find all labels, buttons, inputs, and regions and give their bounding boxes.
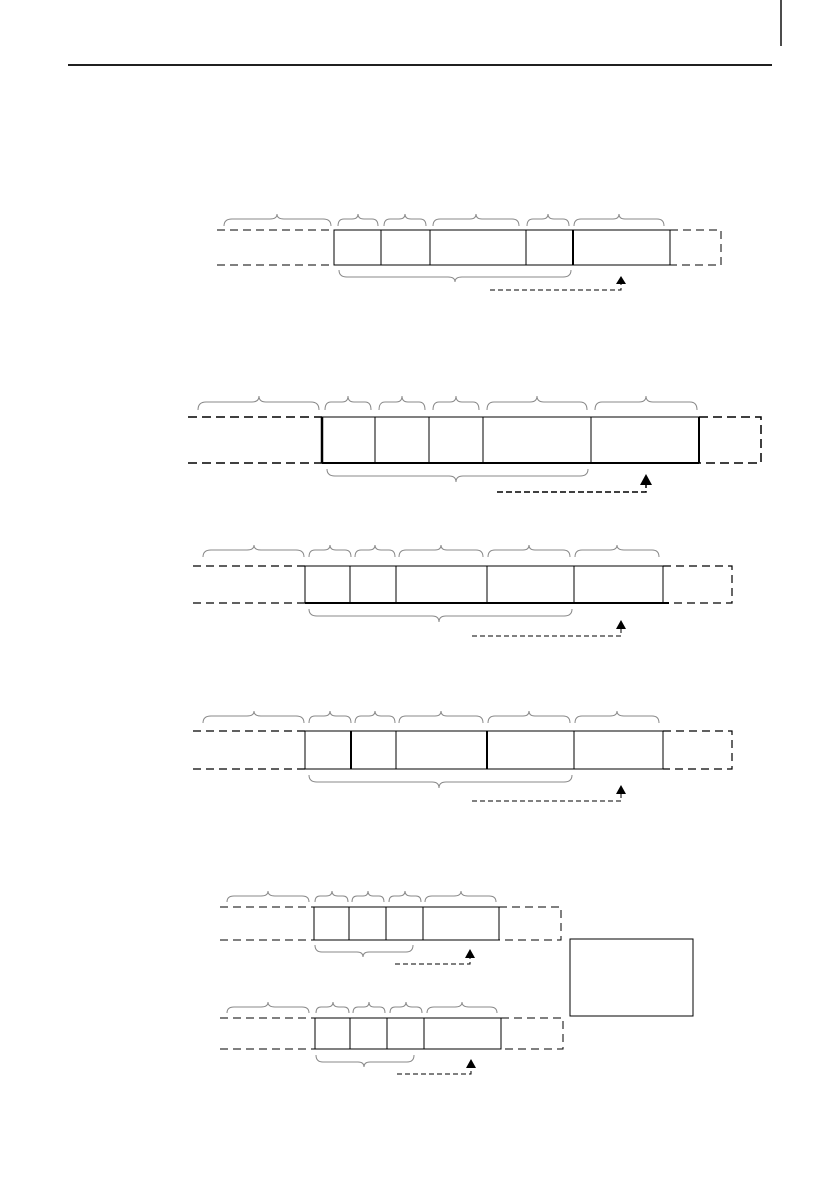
brace-field-4 [427, 1002, 497, 1013]
brace-previous [227, 891, 309, 902]
dashed-box-right [663, 731, 732, 769]
frame-box [334, 230, 670, 265]
brace-previous [224, 214, 331, 226]
brace-field-4 [425, 891, 496, 902]
brace-field-4 [488, 711, 570, 723]
brace-field-2 [355, 545, 395, 557]
dashed-pointer [490, 283, 621, 290]
dashed-pointer [395, 957, 470, 964]
brace-field-1 [316, 1002, 349, 1013]
brace-field-2 [355, 711, 395, 723]
brace-field-4 [488, 545, 570, 557]
brace-field-2 [353, 1002, 385, 1013]
note-box [570, 939, 693, 1016]
frame-diagram-5b [220, 1002, 563, 1074]
brace-field-3 [433, 214, 519, 226]
brace-field-3 [389, 891, 421, 902]
brace-field-5 [575, 711, 659, 723]
brace-previous [227, 1002, 309, 1013]
frame-box [305, 566, 663, 603]
frame-box [315, 1018, 501, 1049]
brace-previous [198, 396, 319, 410]
brace-under [327, 469, 588, 482]
up-arrow-icon [466, 1059, 476, 1068]
brace-field-2 [352, 891, 384, 902]
dashed-box-right [670, 230, 721, 265]
frame-diagram-2 [188, 396, 761, 492]
brace-previous [203, 545, 304, 557]
dashed-pointer [397, 1067, 471, 1074]
brace-field-5 [595, 396, 697, 410]
brace-field-1 [309, 545, 351, 557]
brace-under [309, 775, 572, 788]
frame-box [322, 417, 699, 463]
dashed-box-right [663, 566, 732, 603]
frame-box [314, 907, 499, 940]
dashed-box-right [501, 1018, 563, 1049]
brace-field-3 [433, 396, 479, 410]
up-arrow-icon [465, 949, 475, 958]
up-arrow-icon [616, 785, 626, 794]
dashed-pointer [472, 793, 621, 801]
brace-field-3 [390, 1002, 422, 1013]
frame-diagram-4 [193, 711, 732, 801]
brace-field-2 [379, 396, 425, 410]
brace-under [315, 945, 413, 957]
brace-field-1 [315, 891, 348, 902]
frame-diagram-5a [220, 891, 561, 964]
page-header [68, 0, 781, 65]
dashed-pointer [472, 628, 621, 636]
brace-field-5 [575, 545, 659, 557]
brace-field-5 [574, 214, 664, 226]
up-arrow-icon [616, 620, 626, 629]
up-arrow-icon [640, 474, 652, 485]
brace-previous [203, 711, 304, 723]
frame-diagram-3 [193, 545, 732, 636]
dashed-box-right [699, 417, 761, 463]
brace-under [316, 1055, 414, 1067]
up-arrow-icon [616, 276, 626, 284]
brace-field-3 [399, 545, 483, 557]
frame-diagram-1 [217, 214, 721, 290]
brace-under [339, 270, 571, 282]
brace-field-1 [338, 214, 378, 226]
brace-field-2 [384, 214, 426, 226]
brace-field-4 [487, 396, 587, 410]
frame-box [305, 731, 663, 769]
brace-field-3 [399, 711, 483, 723]
dashed-pointer [497, 484, 646, 492]
brace-under [309, 609, 572, 622]
dashed-box-right [499, 907, 561, 940]
brace-field-4 [527, 214, 569, 226]
brace-field-1 [309, 711, 351, 723]
brace-field-1 [325, 396, 371, 410]
